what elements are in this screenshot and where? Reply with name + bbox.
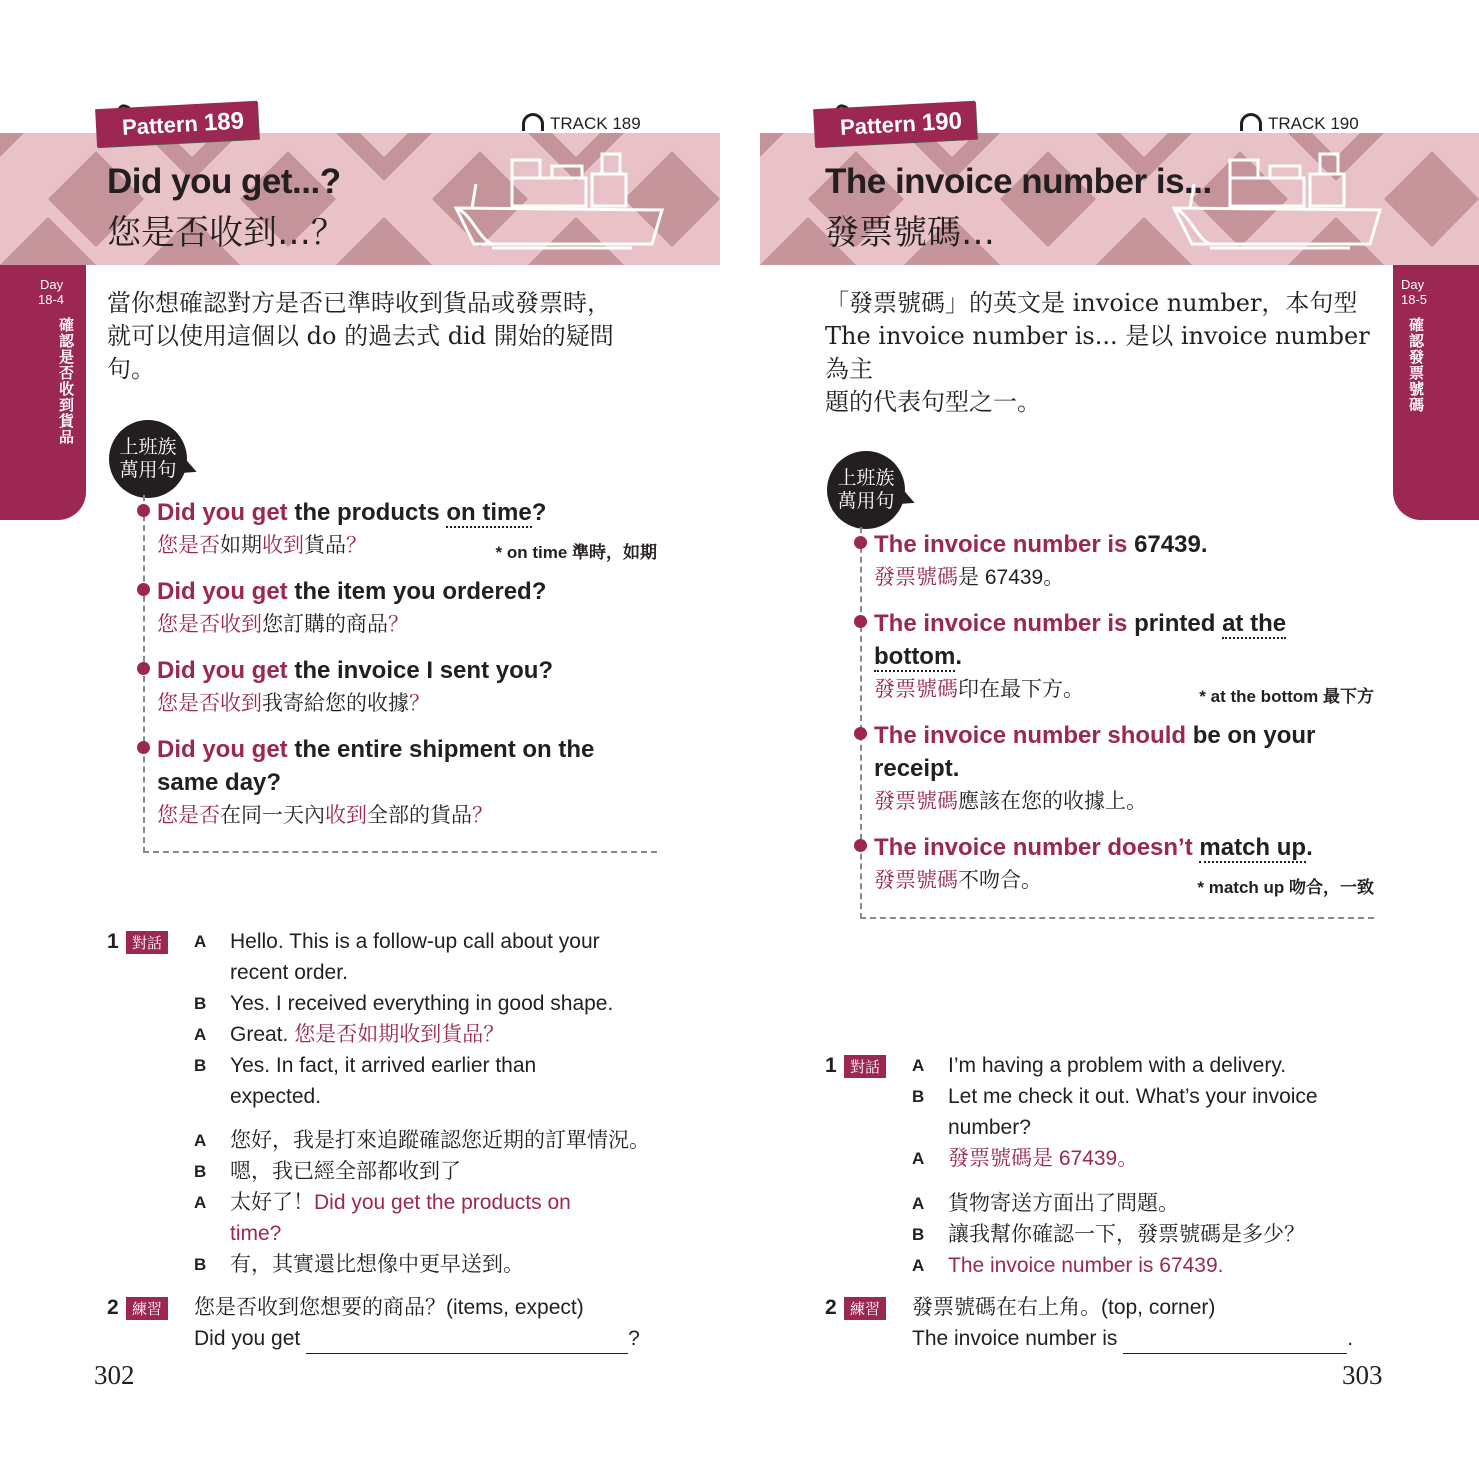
- dialog-line: B 嗯，我已經全部都收到了: [194, 1160, 461, 1183]
- bullet-dot: [137, 741, 150, 754]
- pattern-number: 189: [203, 107, 245, 137]
- sentence-item: Did you get the invoice I sent you? 您是否收到我寄給您的收據？: [145, 654, 657, 719]
- bullet-dot: [854, 615, 867, 628]
- exercise-label: 練習: [844, 1297, 886, 1320]
- dialog-number: 1: [825, 1054, 837, 1077]
- dialog-line: A I’m having a problem with a delivery.: [912, 1054, 1287, 1077]
- pattern-label: Pattern: [839, 110, 917, 140]
- pattern-title-zh: 您是否收到…？: [107, 213, 345, 253]
- bullet-dot: [137, 583, 150, 596]
- dialog-line: B 有，其實還比想像中更早送到。: [194, 1253, 524, 1276]
- dialog-label: 對話: [844, 1055, 886, 1078]
- page-number-right: 303: [1342, 1360, 1383, 1390]
- exercise-left: 您是否收到您想要的商品？(items, expect) Did you get ?: [194, 1292, 664, 1354]
- dialog-line: A Great. 您是否如期收到貨品？: [194, 1023, 505, 1046]
- track-text: TRACK 189: [550, 114, 641, 133]
- side-chapter-title: 確認是否收到貨品: [57, 317, 74, 445]
- vocab-note: * match up 吻合，一致: [1197, 878, 1374, 897]
- dialog-line: A 您好，我是打來追蹤確認您近期的訂單情況。: [194, 1129, 650, 1152]
- bullet-dot: [854, 536, 867, 549]
- headphones-icon: [522, 113, 544, 131]
- vocab-note: * on time 準時，如期: [495, 543, 657, 562]
- sentence-item: Did you get the entire shipment on the same day? 您是否在同一天內收到全部的貨品？: [145, 733, 657, 831]
- intro-text-left: 當你想確認對方是否已準時收到貨品或發票時， 就可以使用這個以 do 的過去式 did 開始的疑問 句。: [107, 289, 614, 383]
- phrase-bubble-left: 上班族 萬用句: [109, 420, 187, 498]
- dialog-number: 1: [107, 930, 119, 953]
- dialog-en-right: [912, 1050, 1382, 1174]
- exercise-right: 發票號碼在右上角。(top, corner) The invoice number is .: [912, 1292, 1382, 1354]
- dialog-line: B Yes. I received everything in good shape.: [194, 992, 614, 1015]
- answer-blank[interactable]: [1123, 1327, 1347, 1354]
- dialog-en-left: [194, 926, 664, 1112]
- page-number-left: 302: [94, 1360, 135, 1390]
- phrase-bubble-right: 上班族 萬用句: [827, 451, 905, 529]
- bullet-dot: [854, 839, 867, 852]
- bullet-dot: [137, 504, 150, 517]
- dialog-label: 對話: [126, 931, 168, 954]
- dialog-line: A 貨物寄送方面出了問題。: [912, 1192, 1179, 1215]
- bullet-dot: [137, 662, 150, 675]
- exercise-number: 2: [107, 1296, 119, 1319]
- key-sentences-right: [860, 527, 1374, 919]
- sentence-item: The invoice number doesn’t match up. 發票號碼不吻合。 * match up 吻合，一致: [862, 831, 1374, 896]
- vocab-note: * at the bottom 最下方: [1199, 687, 1374, 706]
- key-sentences-left: [143, 495, 657, 853]
- side-tab-right: [1393, 265, 1479, 520]
- dialog-line: A 發票號碼是 67439。: [912, 1147, 1139, 1170]
- dialog-line: A 太好了！Did you get the products on time?: [194, 1191, 571, 1245]
- pattern-number: 190: [921, 107, 963, 137]
- pattern-label: Pattern: [121, 110, 199, 140]
- side-day-number: 18-5: [1401, 292, 1428, 307]
- track-label-right: [1240, 113, 1359, 134]
- dialog-line: A Hello. This is a follow-up call about your recent order.: [194, 930, 600, 984]
- cargo-ship-icon: [452, 148, 672, 252]
- side-chapter-title: 確認發票號碼: [1407, 317, 1424, 413]
- dialog-zh-right: [912, 1188, 1382, 1281]
- pattern-title-zh: 發票號碼…: [825, 213, 995, 253]
- bullet-dot: [854, 727, 867, 740]
- track-text: TRACK 190: [1268, 114, 1359, 133]
- sentence-item: Did you get the products on time? 您是否如期收到貨品？ * on time 準時，如期: [145, 496, 657, 561]
- track-label-left: [522, 113, 641, 134]
- side-tab-left: [0, 265, 86, 520]
- side-day-number: 18-4: [38, 292, 65, 307]
- exercise-number: 2: [825, 1296, 837, 1319]
- sentence-item: The invoice number is 67439. 發票號碼是 67439。: [862, 528, 1374, 593]
- intro-text-right: 「發票號碼」的英文是 invoice number，本句型 The invoice number is... 是以 invoice number 為主 題的代表句型之一。: [825, 289, 1370, 416]
- side-day: Day: [1401, 277, 1425, 292]
- sentence-item: The invoice number is printed at the bottom. 發票號碼印在最下方。 * at the bottom 最下方: [862, 607, 1374, 705]
- dialog-line: B 讓我幫你確認一下，發票號碼是多少？: [912, 1223, 1305, 1246]
- sentence-item: The invoice number should be on your receipt. 發票號碼應該在您的收據上。: [862, 719, 1374, 817]
- exercise-label: 練習: [126, 1297, 168, 1320]
- headphones-icon: [1240, 113, 1262, 131]
- side-day: Day: [40, 277, 64, 292]
- pattern-title-en: The invoice number is...: [825, 162, 1212, 201]
- dialog-line: B Let me check it out. What’s your invoice number?: [912, 1085, 1318, 1139]
- sentence-item: Did you get the item you ordered? 您是否收到您訂購的商品？: [145, 575, 657, 640]
- dialog-line: A The invoice number is 67439.: [912, 1254, 1224, 1277]
- pattern-title-en: Did you get...?: [107, 162, 341, 201]
- dialog-zh-left: [194, 1125, 664, 1280]
- answer-blank[interactable]: [306, 1327, 628, 1354]
- dialog-line: B Yes. In fact, it arrived earlier than expected.: [194, 1054, 537, 1108]
